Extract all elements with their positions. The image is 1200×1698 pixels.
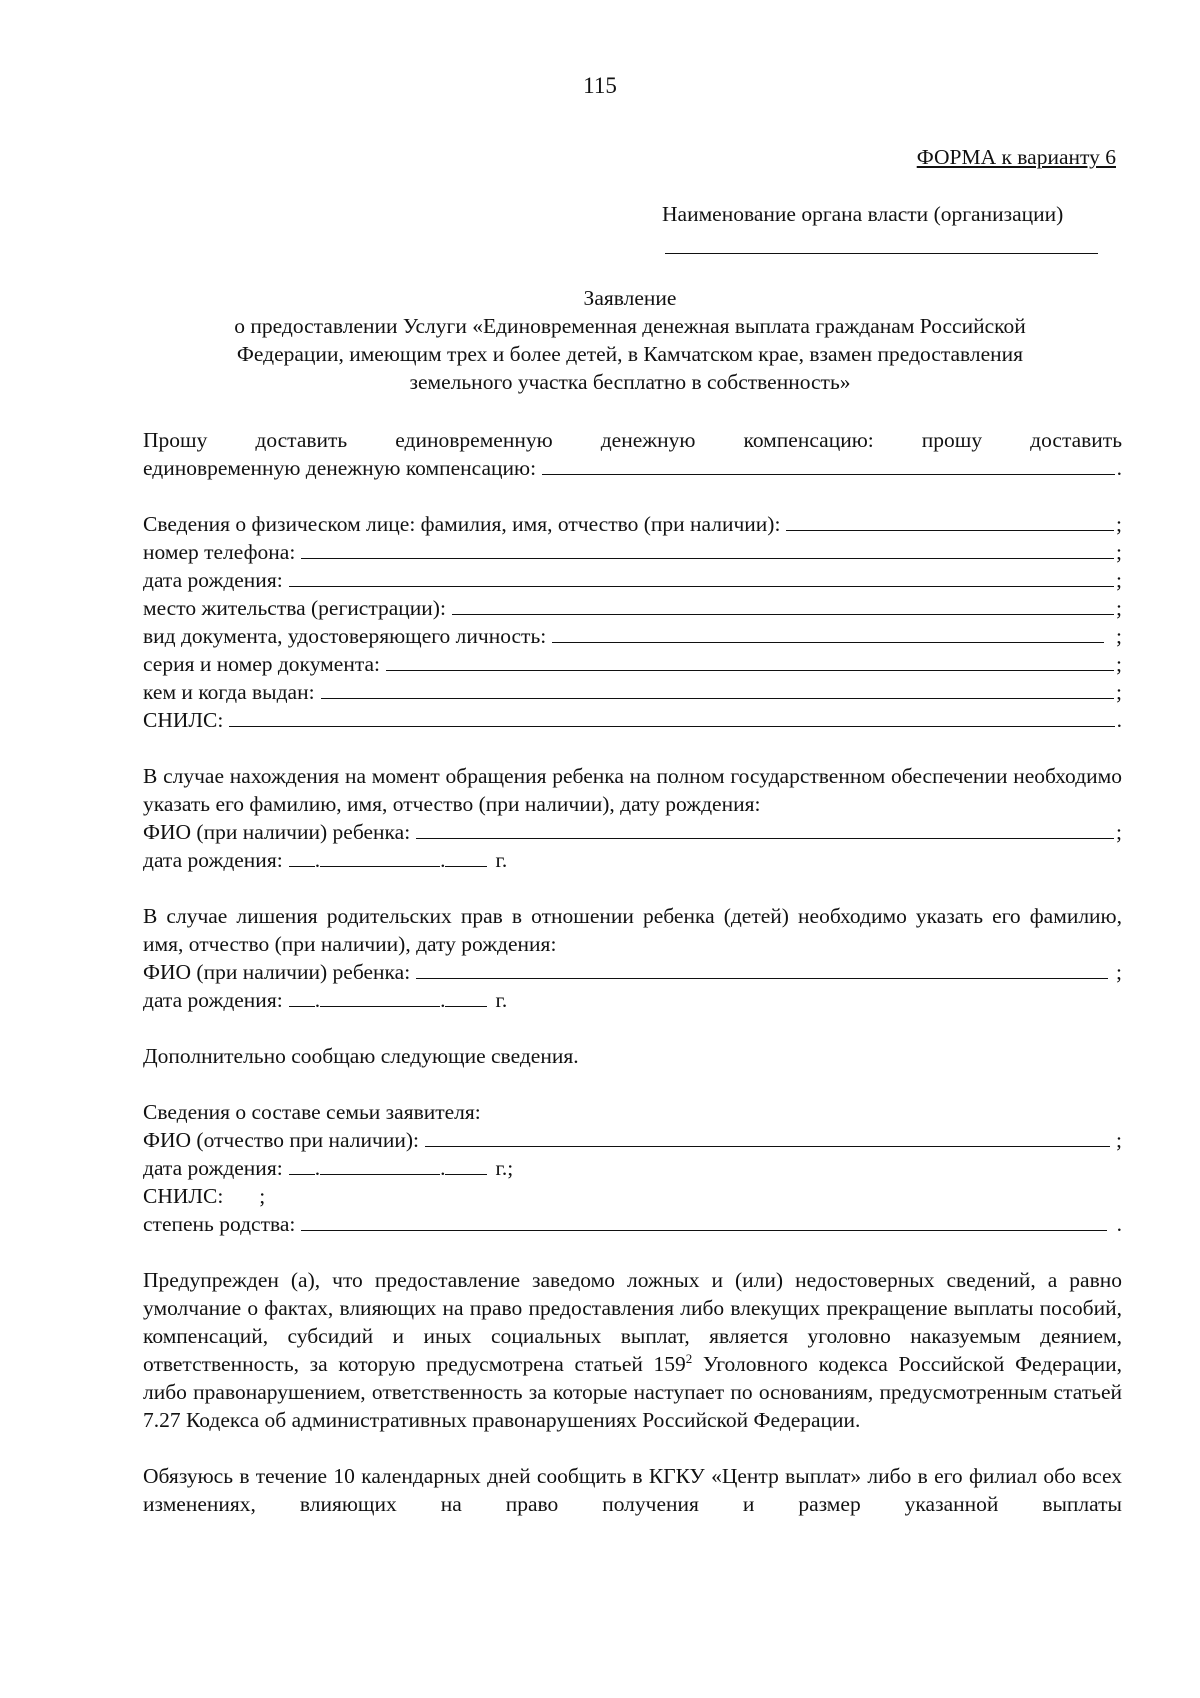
family-fio-row — [143, 1126, 1122, 1154]
family-snils-label: СНИЛС: — [143, 1184, 224, 1208]
punctuation: ; — [1116, 624, 1122, 648]
family-birth-row — [143, 1154, 1122, 1182]
phone-row — [143, 538, 1122, 566]
care-child-fio-field[interactable] — [416, 818, 1114, 839]
request-row — [143, 454, 1122, 482]
warning-text: Уголовного кодекса Российской Федерации, либо правонарушением, ответственность за которые наступает по основаниям, предусмотренным статьей 7.27 Кодекса об административных правонарушениях Российской Федерации. — [143, 1352, 1122, 1432]
compensation-method-field[interactable] — [542, 454, 1115, 475]
title-line: Федерации, имеющим трех и более детей, в Камчатском крае, взамен предоставления — [236, 342, 1024, 366]
org-name-field[interactable] — [665, 253, 1098, 254]
punctuation: . — [314, 1156, 321, 1180]
punctuation: ; — [1116, 652, 1122, 676]
request-text: Прошу доставить единовременную денежную компенсацию: прошу доставить — [143, 428, 1122, 452]
birth-year-field[interactable] — [445, 1154, 487, 1175]
punctuation: . — [1116, 1212, 1122, 1236]
punctuation: ; — [1116, 820, 1122, 844]
phone-field[interactable] — [301, 538, 1114, 559]
doc-type-field[interactable] — [552, 622, 1104, 643]
deprived-child-fio-row — [143, 958, 1122, 986]
punctuation: ; — [1116, 960, 1122, 984]
punctuation: ; — [1116, 1128, 1122, 1152]
punctuation: . — [1116, 708, 1122, 732]
punctuation: . — [1116, 456, 1122, 480]
year-suffix: г. — [495, 988, 508, 1012]
person-fio-field[interactable] — [786, 510, 1114, 531]
liability-warning — [143, 1266, 1122, 1434]
punctuation: . — [440, 848, 446, 872]
care-child-birth-row — [143, 846, 1122, 874]
snils-label: СНИЛС: — [143, 708, 224, 732]
issued-row — [143, 678, 1122, 706]
year-suffix: г. — [495, 848, 508, 872]
family-heading: Сведения о составе семьи заявителя: — [143, 1100, 481, 1124]
snils-row — [143, 706, 1122, 734]
relation-field[interactable] — [301, 1210, 1106, 1231]
form-body — [143, 426, 1122, 1518]
deprived-child-birth-label: дата рождения: — [143, 988, 283, 1012]
birth-date-row — [143, 566, 1122, 594]
org-label: Наименование органа власти (организации) — [662, 202, 1064, 226]
birth-day-field[interactable] — [289, 846, 315, 867]
punctuation: . — [440, 1156, 446, 1180]
birth-date-label: дата рождения: — [143, 568, 283, 592]
snils-field[interactable] — [229, 706, 1114, 727]
punctuation: ; — [1116, 568, 1122, 592]
residence-row — [143, 594, 1122, 622]
punctuation: ; — [1116, 540, 1122, 564]
family-fio-label: ФИО (отчество при наличии): — [143, 1128, 419, 1152]
request-label: единовременную денежную компенсацию: — [143, 456, 537, 480]
care-child-fio-row — [143, 818, 1122, 846]
punctuation: . — [314, 848, 321, 872]
care-child-fio-label: ФИО (при наличии) ребенка: — [143, 820, 411, 844]
deprived-child-fio-field[interactable] — [416, 958, 1108, 979]
relation-label: степень родства: — [143, 1212, 296, 1236]
year-suffix: г.; — [495, 1156, 514, 1180]
birth-year-field[interactable] — [445, 846, 487, 867]
document-title — [130, 284, 1130, 396]
title-line: о предоставлении Услуги «Единовременная денежная выплата гражданам Российской — [234, 314, 1026, 338]
residence-field[interactable] — [452, 594, 1114, 615]
care-child-birth-label: дата рождения: — [143, 848, 283, 872]
additional-info-text: Дополнительно сообщаю следующие сведения. — [143, 1044, 579, 1068]
form-label: ФОРМА к варианту 6 — [916, 145, 1116, 169]
family-birth-label: дата рождения: — [143, 1156, 283, 1180]
punctuation: . — [440, 988, 446, 1012]
state-care-text: В случае нахождения на момент обращения ребенка на полном государственном обеспечении необходимо указать его фамилию, имя, отчество (при наличии), дату рождения: — [143, 764, 1122, 816]
phone-label: номер телефона: — [143, 540, 296, 564]
deprived-child-birth-row — [143, 986, 1122, 1014]
title-line: земельного участка бесплатно в собственность» — [409, 370, 851, 394]
warning-text: Предупрежден (а), что предоставление заведомо ложных и (или) недостоверных сведений, а равно умолчание о фактах, влияющих на право предоставления либо влекущих прекращение выплаты пособий, компенсаций, субсидий и иных социальных выплат, является уголовно наказуемым деянием, ответственность, за которую предусмотрена статьей 159 — [143, 1268, 1122, 1376]
family-fio-field[interactable] — [425, 1126, 1110, 1147]
doc-number-field[interactable] — [386, 650, 1114, 671]
deprived-child-fio-label: ФИО (при наличии) ребенка: — [143, 960, 411, 984]
punctuation: . — [314, 988, 321, 1012]
title-heading: Заявление — [583, 286, 677, 310]
person-fio-row — [143, 510, 1122, 538]
deprivation-text: В случае лишения родительских прав в отношении ребенка (детей) необходимо указать его фамилию, имя, отчество (при наличии), дату рождения: — [143, 904, 1122, 956]
doc-type-row — [143, 622, 1122, 650]
birth-month-field[interactable] — [320, 986, 440, 1007]
superscript: 2 — [685, 1350, 693, 1366]
page-number: 115 — [583, 73, 617, 98]
punctuation: ; — [1116, 596, 1122, 620]
punctuation: ; — [1116, 680, 1122, 704]
person-fio-label: Сведения о физическом лице: фамилия, имя, отчество (при наличии): — [143, 512, 781, 536]
birth-month-field[interactable] — [320, 846, 440, 867]
birth-date-field[interactable] — [289, 566, 1114, 587]
birth-year-field[interactable] — [445, 986, 487, 1007]
punctuation: ; — [1116, 512, 1122, 536]
doc-number-label: серия и номер документа: — [143, 652, 380, 676]
issued-label: кем и когда выдан: — [143, 680, 315, 704]
doc-number-row — [143, 650, 1122, 678]
birth-day-field[interactable] — [289, 986, 315, 1007]
obligation-text: Обязуюсь в течение 10 календарных дней сообщить в КГКУ «Центр выплат» либо в его филиал обо всех изменениях, влияющих на право получения и размер указанной выплаты — [143, 1464, 1122, 1516]
residence-label: место жительства (регистрации): — [143, 596, 446, 620]
birth-month-field[interactable] — [320, 1154, 440, 1175]
issued-field[interactable] — [321, 678, 1114, 699]
family-snils-row — [143, 1182, 1122, 1210]
doc-type-label: вид документа, удостоверяющего личность: — [143, 624, 547, 648]
family-snils-value: ; — [259, 1184, 266, 1208]
birth-day-field[interactable] — [289, 1154, 315, 1175]
relation-row — [143, 1210, 1122, 1238]
